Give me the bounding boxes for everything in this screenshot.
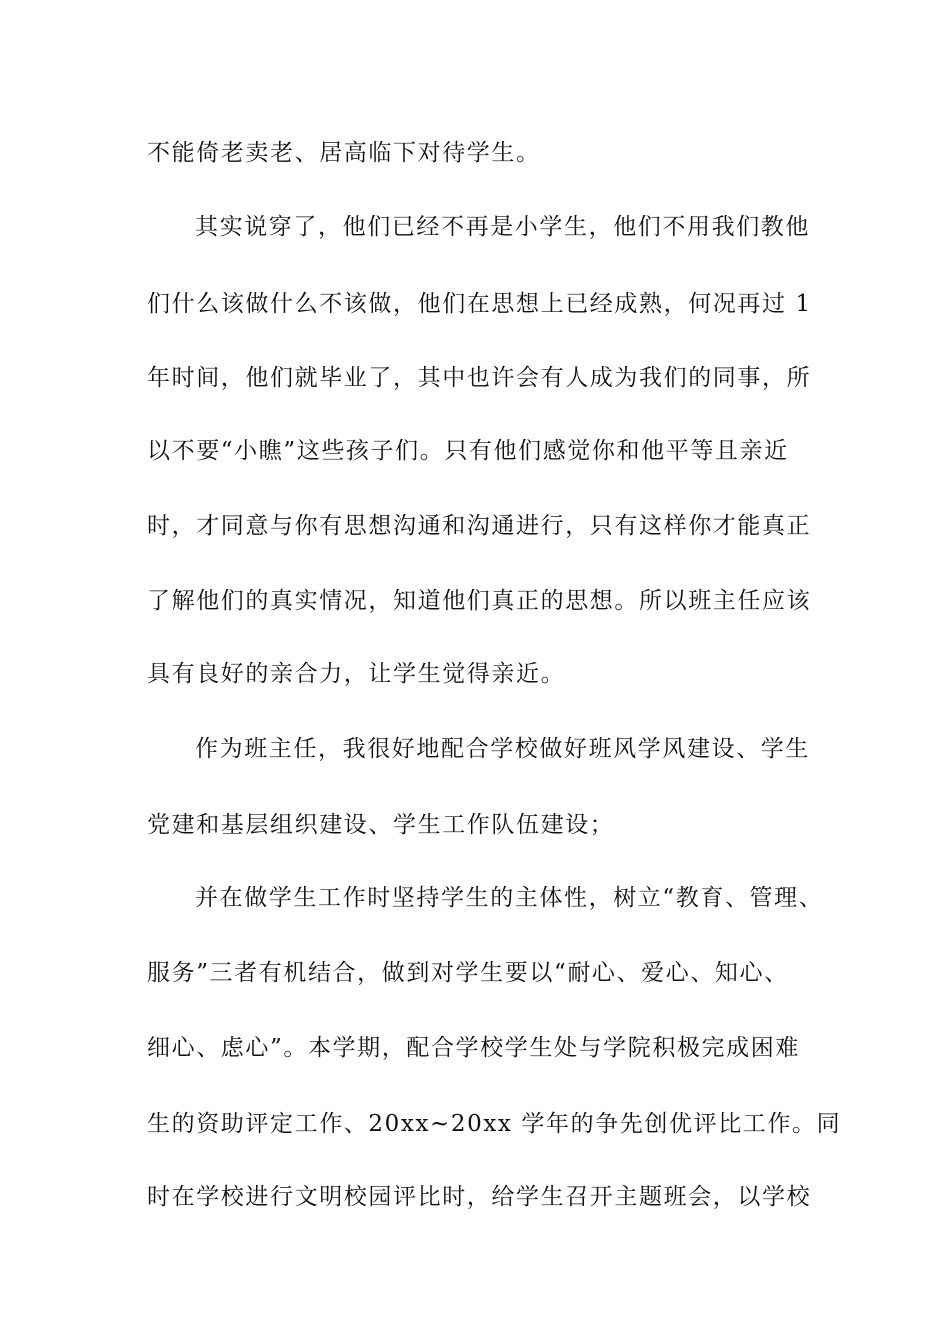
text-line-4: 年时间，他们就毕业了，其中也许会有人成为我们的同事，所 xyxy=(147,365,812,391)
text-line-6: 时，才同意与你有思想沟通和沟通进行，只有这样你才能真正 xyxy=(147,513,812,539)
text-line-1: 不能倚老卖老、居高临下对待学生。 xyxy=(147,140,541,166)
text-line-7: 了解他们的真实情况，知道他们真正的思想。所以班主任应该 xyxy=(147,588,812,614)
text-line-14: 生的资助评定工作、20xx~20xx 学年的争先创优评比工作。同 xyxy=(147,1111,842,1137)
text-line-13: 细心、虑心”。本学期，配合学校学生处与学院积极完成困难 xyxy=(147,1035,800,1061)
text-line-5: 以不要“小瞧”这些孩子们。只有他们感觉你和他平等且亲近 xyxy=(147,438,789,464)
text-line-2: 其实说穿了，他们已经不再是小学生，他们不用我们教他 xyxy=(195,214,810,240)
text-line-8: 具有良好的亲合力，让学生觉得亲近。 xyxy=(147,661,566,687)
text-line-15: 时在学校进行文明校园评比时，给学生召开主题班会，以学校 xyxy=(147,1184,812,1210)
text-line-11: 并在做学生工作时坚持学生的主体性，树立“教育、管理、 xyxy=(195,885,824,911)
text-line-10: 党建和基层组织建设、学生工作队伍建设； xyxy=(147,812,615,838)
text-line-9: 作为班主任，我很好地配合学校做好班风学风建设、学生 xyxy=(195,736,810,762)
text-line-3: 们什么该做什么不该做，他们在思想上已经成熟，何况再过 1 xyxy=(147,291,812,317)
text-line-12: 服务”三者有机结合，做到对学生要以“耐心、爱心、知心、 xyxy=(147,960,789,986)
